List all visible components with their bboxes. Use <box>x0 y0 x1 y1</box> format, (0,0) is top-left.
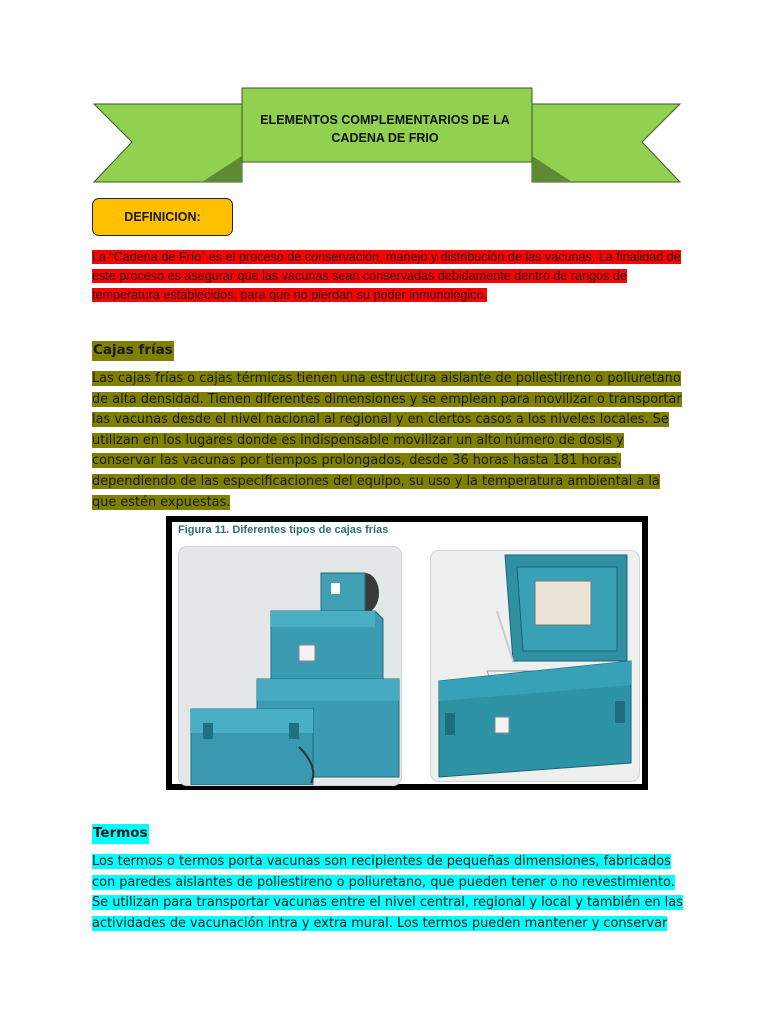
termos-text: Los termos o termos porta vacunas son recipientes de pequeñas dimensiones, fabricados con paredes aislantes de poliestireno o poliuretano, que pueden tener o no revestimiento. Se utilizan para transportar vacunas entre el nivel central, regional y local y también en las actividades de vacunación intra y extra mural. Los termos pueden mantener y conservar <box>92 854 683 931</box>
figure-caption: Figura 11. Diferentes tipos de cajas frías <box>178 524 389 536</box>
figure-panel <box>172 522 642 784</box>
page-title-line-1: ELEMENTOS COMPLEMENTARIOS DE LA <box>260 113 510 127</box>
open-cold-box-illustration <box>431 551 639 781</box>
definicion-text: La “Cadena de Frío” es el proceso de conservación, manejo y distribución de las vacunas. La finalidad de este proceso es asegurar que las vacunas sean conservadas debidamente dentro de rangos de temperatura establecidos, para que no pierdan su poder inmunológico. <box>92 250 681 302</box>
termos-paragraph <box>92 852 686 934</box>
page-title <box>242 96 528 162</box>
photo-open-cold-box <box>430 550 640 782</box>
cajas-frias-paragraph <box>92 369 686 513</box>
photo-stacked-cold-boxes <box>178 546 402 786</box>
stacked-cold-boxes-illustration <box>179 547 401 785</box>
definicion-label-box <box>92 198 233 236</box>
cajas-frias-text: Las cajas frías o cajas térmicas tienen una estructura aislante de poliestireno o poliuretano de alta densidad. Tienen diferentes dimensiones y se emplean para movilizar o transportar las vacunas desde el nivel nacional al regional y en ciertos casos a los niveles locales. Se utilizan en los lugares donde es indispensable movilizar un alto número de dosis y conservar las vacunas por tiempos prolongados, desde 36 horas hasta 181 horas, dependiendo de las especificaciones del equipo, su uso y la temperatura ambiental a la que estén expuestas. <box>92 371 682 510</box>
section-heading-termos: Termos <box>92 824 149 844</box>
page-title-line-2: CADENA DE FRIO <box>331 131 439 145</box>
definicion-paragraph <box>92 248 682 305</box>
definicion-label: DEFINICION: <box>124 210 201 224</box>
section-heading-cajas-frias: Cajas frías <box>92 341 174 361</box>
figure-cajas-frias <box>166 516 648 790</box>
